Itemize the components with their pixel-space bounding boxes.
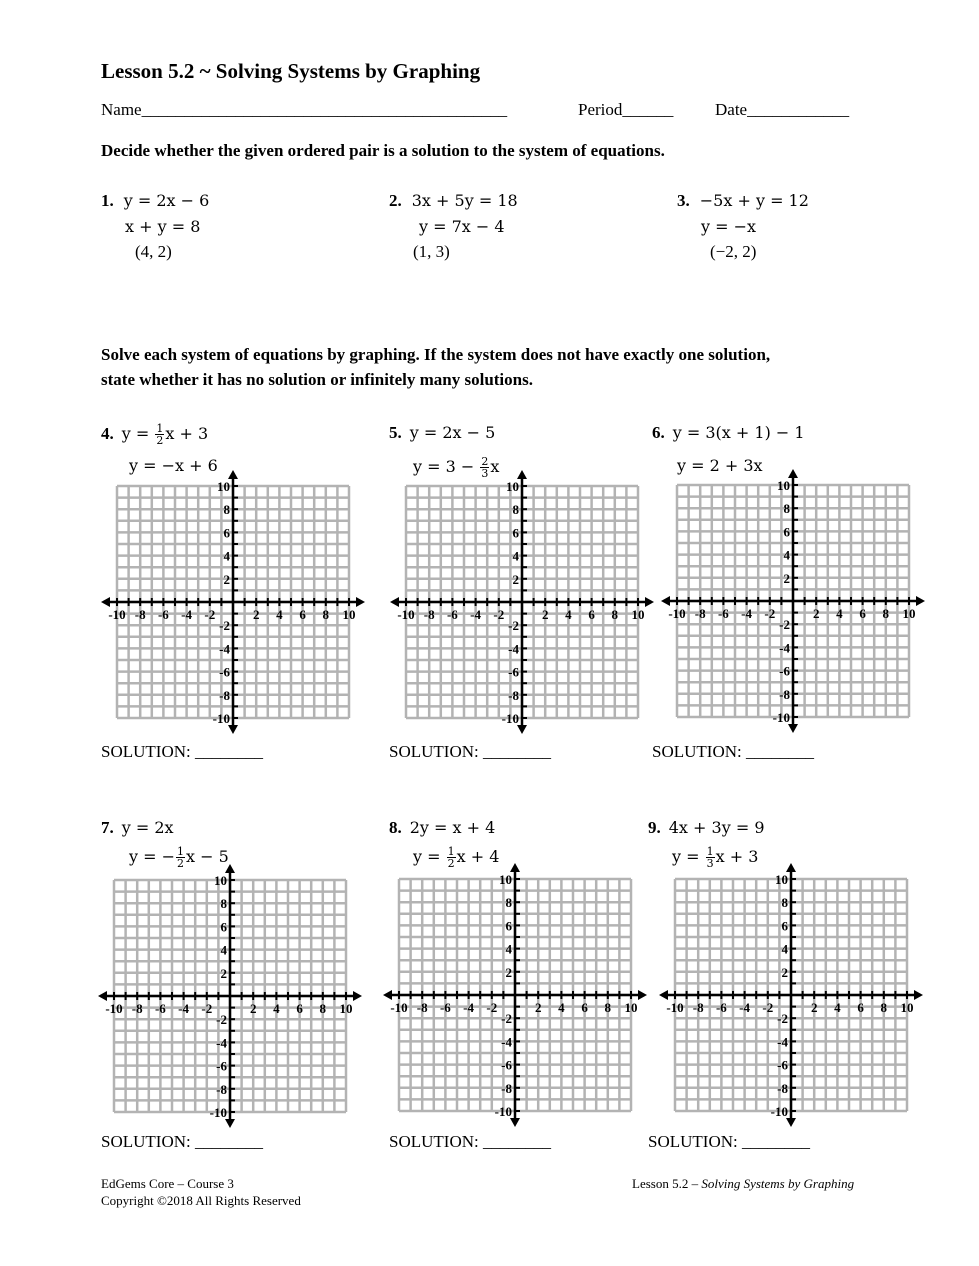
y-tick-label: -8 — [777, 1080, 788, 1096]
x-tick-label: 10 — [900, 1000, 914, 1015]
y-tick-label: -4 — [216, 1035, 227, 1051]
y-tick-label: -4 — [779, 640, 790, 656]
x-tick-label: -4 — [739, 1000, 751, 1015]
y-tick-label: 8 — [505, 895, 512, 911]
y-tick-label: 2 — [223, 571, 230, 587]
y-tick-label: -6 — [501, 1057, 512, 1073]
x-axis-right-arrow-icon — [356, 597, 365, 607]
solution-blank[interactable]: SOLUTION: ________ — [652, 742, 814, 761]
x-tick-label: 8 — [882, 606, 890, 621]
eq-pre: y = — [121, 424, 155, 443]
y-tick-label: 8 — [220, 896, 227, 912]
x-tick-label: -2 — [486, 1000, 498, 1015]
problem-number: 6. — [652, 423, 665, 442]
fraction-denominator: 2 — [447, 857, 455, 870]
y-tick-label: 10 — [217, 479, 230, 494]
y-tick-label: -10 — [209, 1105, 227, 1120]
x-tick-label: -6 — [157, 607, 169, 622]
equation-1 — [673, 423, 805, 442]
fraction-denominator: 3 — [706, 857, 714, 870]
x-tick-label: 2 — [249, 1001, 257, 1016]
y-axis-up-arrow-icon — [517, 470, 527, 479]
fraction-numerator: 1 — [156, 422, 164, 435]
x-tick-label: -4 — [470, 607, 482, 622]
y-tick-label: 6 — [512, 525, 519, 541]
x-tick-label: -8 — [694, 606, 706, 621]
x-tick-label: -10 — [666, 1000, 684, 1015]
x-tick-label: 4 — [276, 607, 283, 622]
y-axis-up-arrow-icon — [225, 864, 235, 873]
x-tick-label: 6 — [299, 607, 306, 622]
y-tick-label: 8 — [783, 501, 790, 517]
y-tick-label: -10 — [212, 711, 230, 726]
y-tick-label: -4 — [219, 641, 230, 657]
solution-blank[interactable]: SOLUTION: ________ — [101, 742, 263, 761]
x-tick-label: -6 — [154, 1001, 166, 1016]
problem-heading — [389, 818, 495, 838]
x-tick-label: -6 — [439, 1000, 451, 1015]
x-tick-label: 2 — [541, 607, 549, 622]
x-tick-label: 10 — [339, 1001, 353, 1016]
y-tick-label: -10 — [772, 710, 790, 725]
y-tick-label: -6 — [216, 1058, 227, 1074]
y-axis-down-arrow-icon — [517, 725, 527, 734]
x-tick-label: 6 — [859, 606, 866, 621]
eq-pre: y = 3(x + 1) − 1 — [672, 423, 805, 442]
footer-copyright: Copyright ©2018 All Rights Reserved — [101, 1193, 301, 1208]
problem-3-equation-2: y = −x — [701, 217, 757, 236]
problem-number: 5. — [389, 423, 402, 442]
y-tick-label: -8 — [508, 687, 519, 703]
y-tick-label: 8 — [223, 502, 230, 518]
y-tick-label: 4 — [505, 941, 512, 957]
footer-course: EdGems Core – Course 3 — [101, 1176, 234, 1191]
equation-1 — [410, 423, 496, 442]
y-tick-label: 10 — [506, 479, 519, 494]
y-tick-label: -8 — [779, 686, 790, 702]
x-tick-label: -6 — [717, 606, 729, 621]
x-tick-label: -8 — [416, 1000, 428, 1015]
x-tick-label: -10 — [108, 607, 126, 622]
x-tick-label: 8 — [604, 1000, 612, 1015]
eq-pre: y = − — [129, 847, 176, 866]
problem-1 — [101, 191, 209, 211]
y-axis-up-arrow-icon — [228, 470, 238, 479]
problem-number: 7. — [101, 818, 114, 837]
x-tick-label: -4 — [463, 1000, 475, 1015]
x-tick-label: -8 — [692, 1000, 704, 1015]
y-tick-label: -8 — [216, 1081, 227, 1097]
fraction-numerator: 1 — [447, 845, 455, 858]
x-axis-right-arrow-icon — [914, 990, 923, 1000]
x-axis-right-arrow-icon — [645, 597, 654, 607]
x-tick-label: -8 — [134, 607, 146, 622]
x-tick-label: -2 — [762, 1000, 774, 1015]
eq-pre: y = 3 − — [413, 457, 480, 476]
x-tick-label: 10 — [631, 607, 645, 622]
problem-3-ordered-pair: (−2, 2) — [710, 242, 757, 261]
period-field[interactable]: Period______ — [578, 100, 674, 119]
equation-1 — [122, 818, 174, 837]
eq-pre: y = — [672, 847, 705, 866]
problem-3 — [677, 191, 809, 211]
equation-1 — [669, 818, 765, 837]
coordinate-grid[interactable] — [659, 863, 923, 1127]
x-tick-label: 6 — [581, 1000, 588, 1015]
y-tick-label: -2 — [501, 1011, 512, 1027]
x-tick-label: 10 — [624, 1000, 638, 1015]
problem-number: 4. — [101, 424, 114, 443]
y-tick-label: 2 — [781, 964, 788, 980]
x-tick-label: 8 — [880, 1000, 888, 1015]
y-tick-label: -4 — [508, 641, 519, 657]
x-axis-right-arrow-icon — [353, 991, 362, 1001]
problem-heading — [101, 423, 208, 446]
problem-number: 8. — [389, 818, 402, 837]
date-field[interactable]: Date____________ — [715, 100, 850, 119]
x-axis-right-arrow-icon — [916, 596, 925, 606]
x-tick-label: 2 — [252, 607, 260, 622]
x-tick-label: -8 — [131, 1001, 143, 1016]
footer-lesson-title: Solving Systems by Graphing — [701, 1176, 855, 1191]
coordinate-grid[interactable] — [661, 469, 925, 733]
x-tick-label: 10 — [902, 606, 916, 621]
problem-number: 2. — [389, 191, 402, 210]
footer-lesson — [632, 1176, 854, 1192]
y-tick-label: 6 — [505, 918, 512, 934]
x-tick-label: 8 — [322, 607, 330, 622]
y-tick-label: 6 — [220, 919, 227, 935]
y-tick-label: -6 — [508, 664, 519, 680]
x-tick-label: -2 — [764, 606, 776, 621]
eq-pre: y = — [413, 847, 446, 866]
problem-number: 1. — [101, 191, 114, 210]
problem-heading — [101, 818, 174, 838]
y-tick-label: 10 — [499, 872, 512, 887]
eq-pre: y = 2x − 5 — [409, 423, 496, 442]
part1-instructions: Decide whether the given ordered pair is a solution to the system of equations. — [101, 141, 665, 160]
x-axis-right-arrow-icon — [638, 990, 647, 1000]
x-tick-label: 2 — [810, 1000, 818, 1015]
y-tick-label: 4 — [783, 547, 790, 563]
problem-1-equation-2: x + y = 8 — [125, 217, 201, 236]
x-tick-label: -10 — [105, 1001, 123, 1016]
y-tick-label: -10 — [494, 1104, 512, 1119]
equation-1 — [121, 422, 209, 447]
y-tick-label: -8 — [219, 687, 230, 703]
y-tick-label: 2 — [220, 965, 227, 981]
y-tick-label: 10 — [777, 478, 790, 493]
y-tick-label: 4 — [223, 548, 230, 564]
problem-2-equation-2: y = 7x − 4 — [419, 217, 505, 236]
x-tick-label: -2 — [204, 607, 216, 622]
problem-2-ordered-pair: (1, 3) — [413, 242, 450, 261]
eq-post: x − 5 — [186, 847, 229, 866]
fraction — [155, 423, 164, 446]
x-tick-label: 2 — [812, 606, 820, 621]
x-tick-label: -10 — [397, 607, 415, 622]
x-axis-left-arrow-icon — [98, 991, 107, 1001]
solution-blank[interactable]: SOLUTION: ________ — [389, 1132, 551, 1151]
y-tick-label: 4 — [781, 941, 788, 957]
coordinate-grid[interactable] — [101, 470, 365, 734]
y-tick-label: -2 — [219, 618, 230, 634]
x-tick-label: 2 — [534, 1000, 542, 1015]
y-axis-down-arrow-icon — [228, 725, 238, 734]
fraction-denominator: 2 — [177, 857, 185, 870]
y-tick-label: 2 — [783, 570, 790, 586]
eq-pre: 2y = x + 4 — [409, 818, 496, 837]
x-axis-left-arrow-icon — [383, 990, 392, 1000]
x-axis-left-arrow-icon — [661, 596, 670, 606]
x-axis-left-arrow-icon — [659, 990, 668, 1000]
equation-1: y = 2x − 6 — [123, 191, 210, 210]
x-tick-label: -4 — [741, 606, 753, 621]
eq-post: x + 3 — [715, 847, 759, 866]
x-tick-label: 4 — [273, 1001, 280, 1016]
y-tick-label: -10 — [770, 1104, 788, 1119]
solution-blank[interactable]: SOLUTION: ________ — [648, 1132, 810, 1151]
part2-instructions-line2: state whether it has no solution or infinitely many solutions. — [101, 370, 533, 389]
name-field[interactable]: Name___________________________________________ — [101, 100, 508, 119]
x-axis-left-arrow-icon — [390, 597, 399, 607]
x-axis-left-arrow-icon — [101, 597, 110, 607]
problem-heading — [652, 423, 805, 443]
problem-1-ordered-pair: (4, 2) — [135, 242, 172, 261]
x-tick-label: 4 — [558, 1000, 565, 1015]
y-axis-up-arrow-icon — [788, 469, 798, 478]
fraction-denominator: 2 — [156, 434, 164, 447]
y-axis-down-arrow-icon — [788, 724, 798, 733]
y-tick-label: 8 — [781, 895, 788, 911]
coordinate-grid[interactable] — [383, 863, 647, 1127]
eq-pre: y = −x + 6 — [129, 456, 218, 475]
x-tick-label: 4 — [565, 607, 572, 622]
eq-pre: y = 2x — [121, 818, 174, 837]
problem-number: 3. — [677, 191, 690, 210]
solution-blank[interactable]: SOLUTION: ________ — [389, 742, 551, 761]
y-tick-label: -6 — [777, 1057, 788, 1073]
y-tick-label: -6 — [219, 664, 230, 680]
eq-post: x + 3 — [165, 424, 209, 443]
eq-post: x — [490, 457, 500, 476]
y-tick-label: 2 — [512, 571, 519, 587]
y-tick-label: 4 — [220, 942, 227, 958]
x-tick-label: 8 — [319, 1001, 327, 1016]
x-tick-label: 4 — [836, 606, 843, 621]
x-tick-label: -10 — [390, 1000, 408, 1015]
x-tick-label: -4 — [178, 1001, 190, 1016]
x-tick-label: -10 — [668, 606, 686, 621]
coordinate-grid[interactable] — [390, 467, 654, 734]
equation-1: 3x + 5y = 18 — [411, 191, 518, 210]
problem-number: 9. — [648, 818, 661, 837]
problem-2 — [389, 191, 518, 211]
y-tick-label: -2 — [779, 617, 790, 633]
x-tick-label: -8 — [423, 607, 435, 622]
y-axis-down-arrow-icon — [225, 1119, 235, 1128]
x-tick-label: 6 — [857, 1000, 864, 1015]
coordinate-grid[interactable] — [98, 864, 362, 1128]
y-tick-label: -4 — [777, 1034, 788, 1050]
y-tick-label: -10 — [501, 711, 519, 726]
y-axis-up-arrow-icon — [510, 863, 520, 872]
fraction-numerator: 1 — [706, 845, 714, 858]
eq-pre: 4x + 3y = 9 — [668, 818, 765, 837]
footer-lesson-prefix: Lesson 5.2 – — [632, 1176, 702, 1191]
fraction-denominator: 3 — [481, 467, 489, 480]
x-tick-label: 6 — [588, 607, 595, 622]
y-tick-label: -2 — [508, 618, 519, 634]
y-tick-label: 4 — [512, 548, 519, 564]
y-tick-label: -6 — [779, 663, 790, 679]
problem-heading — [389, 423, 495, 443]
x-tick-label: -6 — [715, 1000, 727, 1015]
equation-1: −5x + y = 12 — [699, 191, 809, 210]
x-tick-label: -2 — [493, 607, 505, 622]
problem-heading — [648, 818, 765, 838]
x-tick-label: 4 — [834, 1000, 841, 1015]
y-axis-down-arrow-icon — [786, 1118, 796, 1127]
y-tick-label: 10 — [775, 872, 788, 887]
y-tick-label: -2 — [777, 1011, 788, 1027]
solution-blank[interactable]: SOLUTION: ________ — [101, 1132, 263, 1151]
x-tick-label: 8 — [611, 607, 619, 622]
fraction-numerator: 1 — [177, 845, 185, 858]
y-axis-up-arrow-icon — [786, 863, 796, 872]
y-tick-label: 8 — [512, 502, 519, 518]
page-title: Lesson 5.2 ~ Solving Systems by Graphing — [101, 59, 481, 83]
x-tick-label: -6 — [446, 607, 458, 622]
y-tick-label: 6 — [781, 918, 788, 934]
y-tick-label: -4 — [501, 1034, 512, 1050]
x-tick-label: 10 — [342, 607, 356, 622]
equation-1 — [410, 818, 496, 837]
fraction-numerator: 2 — [481, 455, 489, 468]
y-axis-down-arrow-icon — [510, 1118, 520, 1127]
x-tick-label: -4 — [181, 607, 193, 622]
part2-instructions-line1: Solve each system of equations by graphing. If the system does not have exactly one solution, — [101, 345, 771, 364]
x-tick-label: -2 — [201, 1001, 213, 1016]
y-tick-label: -2 — [216, 1012, 227, 1028]
y-tick-label: 6 — [783, 524, 790, 540]
y-tick-label: 6 — [223, 525, 230, 541]
y-tick-label: 2 — [505, 964, 512, 980]
eq-pre: y = 2 + 3x — [677, 456, 763, 475]
x-tick-label: 6 — [296, 1001, 303, 1016]
y-tick-label: -8 — [501, 1080, 512, 1096]
y-tick-label: 10 — [214, 873, 227, 888]
eq-post: x + 4 — [456, 847, 500, 866]
